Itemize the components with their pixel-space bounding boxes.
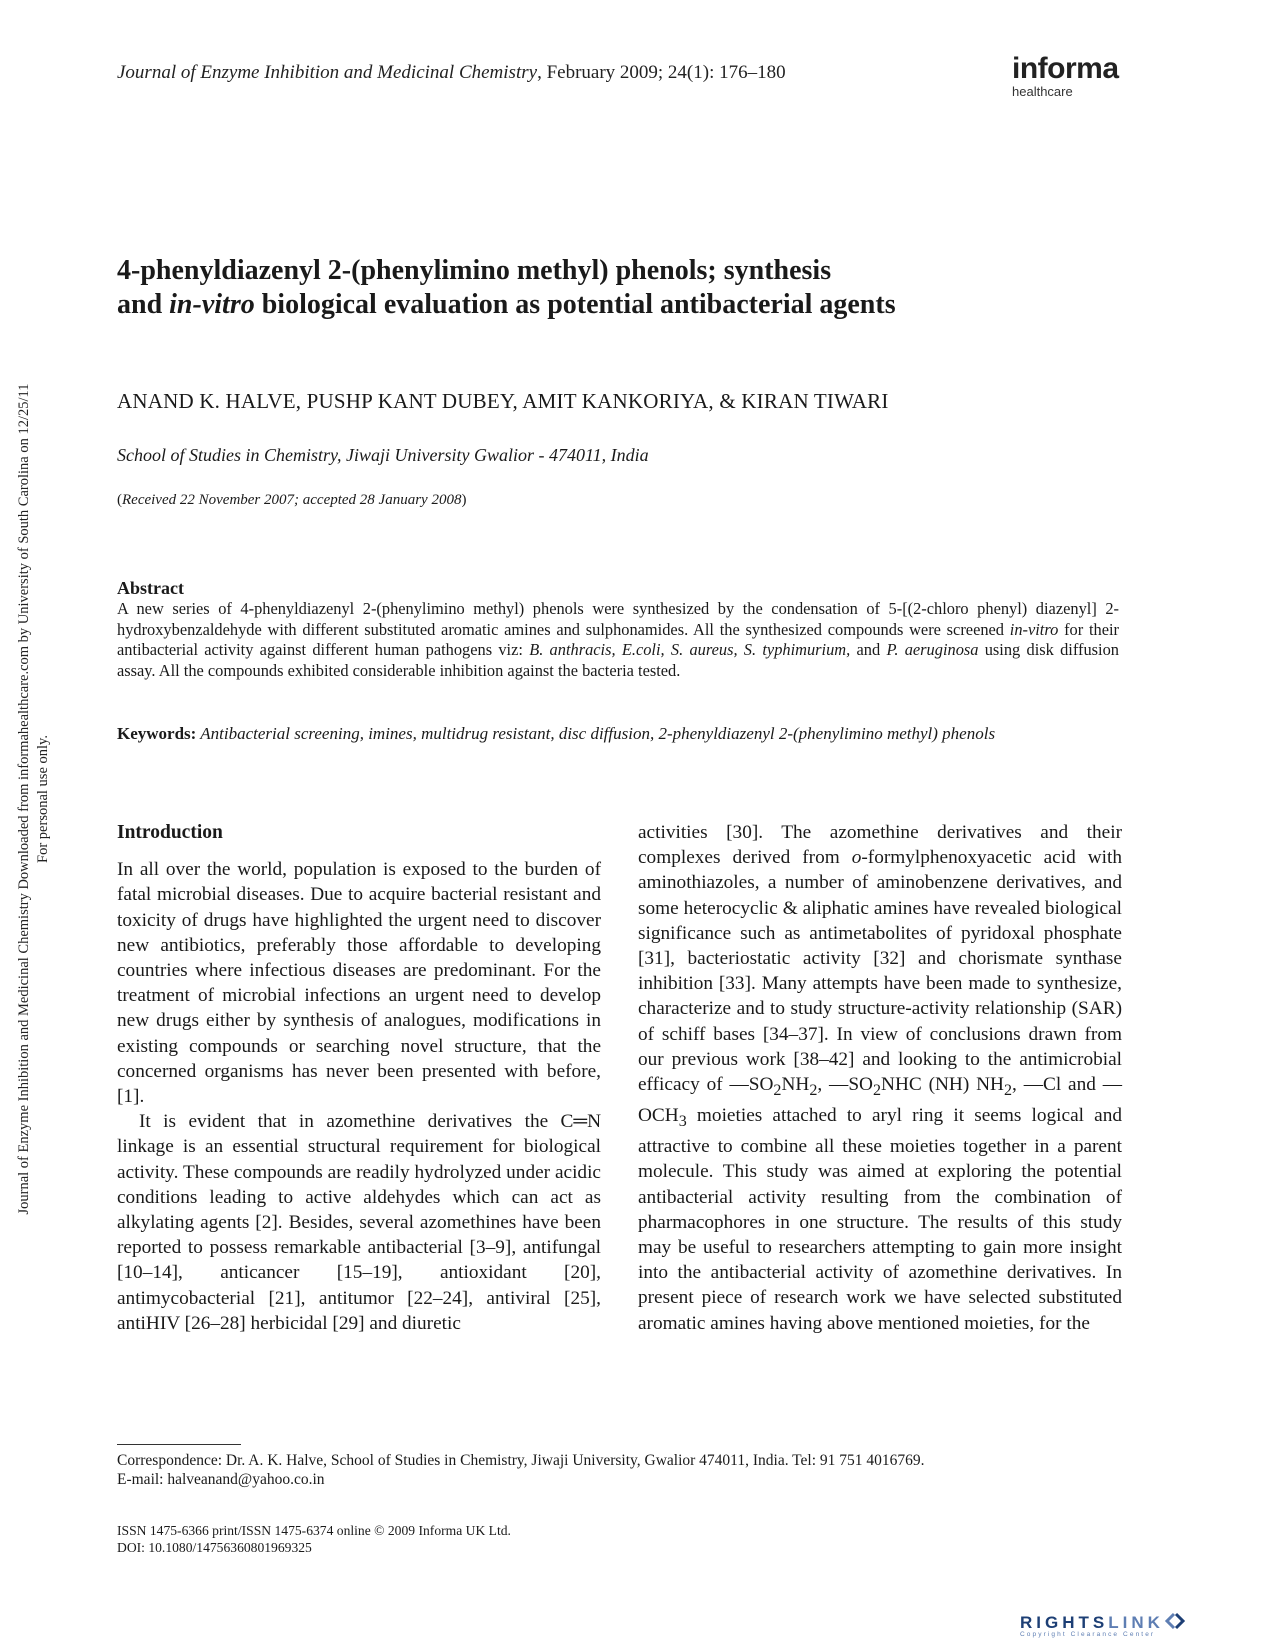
rightslink-brand (1020, 1612, 1186, 1631)
rightslink-sub: Copyright Clearance Center (1020, 1631, 1156, 1638)
p3-italic: o (851, 847, 862, 869)
abstract-text: and (850, 640, 887, 660)
abstract-heading: Abstract (117, 578, 184, 598)
download-notice (15, 379, 53, 1219)
abstract-text: using disk diffusion assay. All the compounds exhibited considerable inhibition against the bacteria tested. (117, 640, 1119, 680)
title-italic: in-vitro (169, 289, 255, 320)
keywords-list: Antibacterial screening, imines, multidrug resistant, disc diffusion, 2-phenyldiazenyl 2-(phenylimino methyl) phenols (196, 724, 996, 743)
journal-citation (117, 62, 786, 84)
publisher-logo (1012, 54, 1119, 98)
abstract-italic: in-vitro (1009, 619, 1059, 639)
issn-line: ISSN 1475-6366 print/ISSN 1475-6374 online © 2009 Informa UK Ltd. (117, 1523, 511, 1538)
doi-line: DOI: 10.1080/14756360801969325 (117, 1540, 312, 1555)
subscript: 2 (872, 1081, 882, 1099)
received-text: Received 22 November 2007; accepted 28 January 2008 (122, 492, 462, 508)
rightslink-logo (1020, 1612, 1186, 1639)
abstract-body (117, 599, 1119, 681)
p3-text: NHC (NH) NH (881, 1074, 1004, 1096)
subscript: 2 (809, 1081, 818, 1099)
subscript: 2 (1003, 1081, 1013, 1099)
p3-text: NH (781, 1074, 810, 1096)
abstract-text: for their antibacterial activity against different human pathogens viz: (117, 619, 1119, 660)
authors: ANAND K. HALVE, PUSHP KANT DUBEY, AMIT KANKORIYA, & KIRAN TIWARI (117, 389, 889, 413)
article-title (117, 254, 1117, 322)
rightslink-brand-light: LINK (1108, 1613, 1164, 1632)
title-line-2 (117, 288, 1117, 322)
publisher-sub: healthcare (1012, 84, 1073, 99)
keywords (117, 723, 1119, 745)
abstract-italic: P. aeruginosa (886, 640, 979, 660)
footnote-rule (117, 1444, 241, 1445)
abstract-text: A new series of 4-phenyldiazenyl 2-(phenylimino methyl) phenols were synthesized by the condensation of 5-[(2-chloro phenyl) diazenyl] 2-hydroxybenzaldehyde with different substituted aromatic amines and sulphonamides. All the synthesized compounds were screened (117, 599, 1119, 639)
subscript: 3 (678, 1112, 687, 1130)
rightslink-arrow-icon (1164, 1612, 1186, 1630)
correspondence-line: Correspondence: Dr. A. K. Halve, School of Studies in Chemistry, Jiwaji University, Gwalior 474011, India. Tel: 91 751 4016769. (117, 1452, 925, 1469)
title-text: and (117, 289, 170, 320)
introduction-heading: Introduction (117, 822, 223, 843)
journal-issue: , February 2009; 24(1): 176–180 (537, 62, 786, 83)
p3-text: , —SO (817, 1074, 873, 1096)
rightslink-brand-dark: RIGHTS (1020, 1613, 1109, 1632)
subscript: 2 (773, 1081, 782, 1099)
paragraph-3 (638, 820, 1122, 1336)
keywords-label: Keywords: (117, 724, 197, 743)
p3-text: -formylphenoxyacetic acid with aminothiazoles, a number of aminobenzene derivatives, and some heterocyclic & aliphatic amines have revealed biological significance such as antimetabolites of pyridoxal phosphate [31], bacteriostatic activity [32] and chorismate synthase inhibition [33]. Many attempts have been made to synthesize, characterize and to study structure-activity relationship (SAR) of schiff bases [34–37]. In view of conclusions drawn from our previous work [38–42] and looking to the antimicrobial efficacy of —SO (638, 847, 1122, 1096)
paren: ( (117, 492, 122, 508)
column-right (638, 820, 1122, 1336)
download-notice-line1: Journal of Enzyme Inhibition and Medicinal Chemistry Downloaded from informahealthcare.com by University of South Carolina on 12/25/11 (16, 383, 32, 1215)
p3-text: activities [30]. The azomethine derivatives and their complexes derived from (638, 822, 1122, 869)
download-notice-line2: For personal use only. (35, 735, 51, 863)
abstract-italic: B. anthracis, E.coli, S. aureus, S. typhimurium, (529, 640, 851, 660)
journal-name: Journal of Enzyme Inhibition and Medicinal Chemistry (117, 62, 538, 83)
title-text: biological evaluation as potential antibacterial agents (254, 289, 896, 320)
p3-text: moieties attached to aryl ring it seems logical and attractive to combine all these moieties together in a parent molecule. This study was aimed at exploring the potential antibacterial activity resulting from the combination of pharmacophores in one structure. The results of this study may be useful to researchers attempting to gain more insight into the antibacterial activity of azomethine derivatives. In present piece of research work we have selected substituted aromatic amines having above mentioned moieties, for the (638, 1105, 1122, 1334)
publisher-brand: informa (1012, 52, 1119, 85)
received-dates (117, 492, 466, 509)
affiliation: School of Studies in Chemistry, Jiwaji University Gwalior - 474011, India (117, 445, 649, 465)
paragraph-1: In all over the world, population is exposed to the burden of fatal microbial diseases. Due to acquire bacterial resistant and toxicity of drugs have highlighted the urgent need to discover new antibiotics, preferably those affordable to developing countries where infectious diseases are predominant. For the treatment of microbial infections an urgent need to develop new drugs either by synthesis of analogues, modifications in existing compounds or searching novel structure, that the concerned organisms has never been presented with before, [1]. (117, 859, 601, 1108)
paragraph-2: It is evident that in azomethine derivatives the C═N linkage is an essential structural requirement for biological activity. These compounds are readily hydrolyzed under acidic conditions leading to active aldehydes which can act as alkylating agents [2]. Besides, several azomethines have been reported to possess remarkable antibacterial [3–9], antifungal [10–14], anticancer [15–19], antioxidant [20], antimycobacterial [21], antitumor [22–24], antiviral [25], antiHIV [26–28] herbicidal [29] and diuretic (117, 1111, 601, 1334)
column-left (117, 820, 601, 1336)
p3-text: , —Cl and —OCH (638, 1074, 1123, 1127)
title-line-1: 4-phenyldiazenyl 2-(phenylimino methyl) phenols; synthesis (117, 255, 832, 286)
issn-block (117, 1522, 511, 1556)
correspondence-footnote (117, 1451, 925, 1489)
paren: ) (461, 492, 467, 508)
email-line: E-mail: halveanand@yahoo.co.in (117, 1471, 325, 1488)
